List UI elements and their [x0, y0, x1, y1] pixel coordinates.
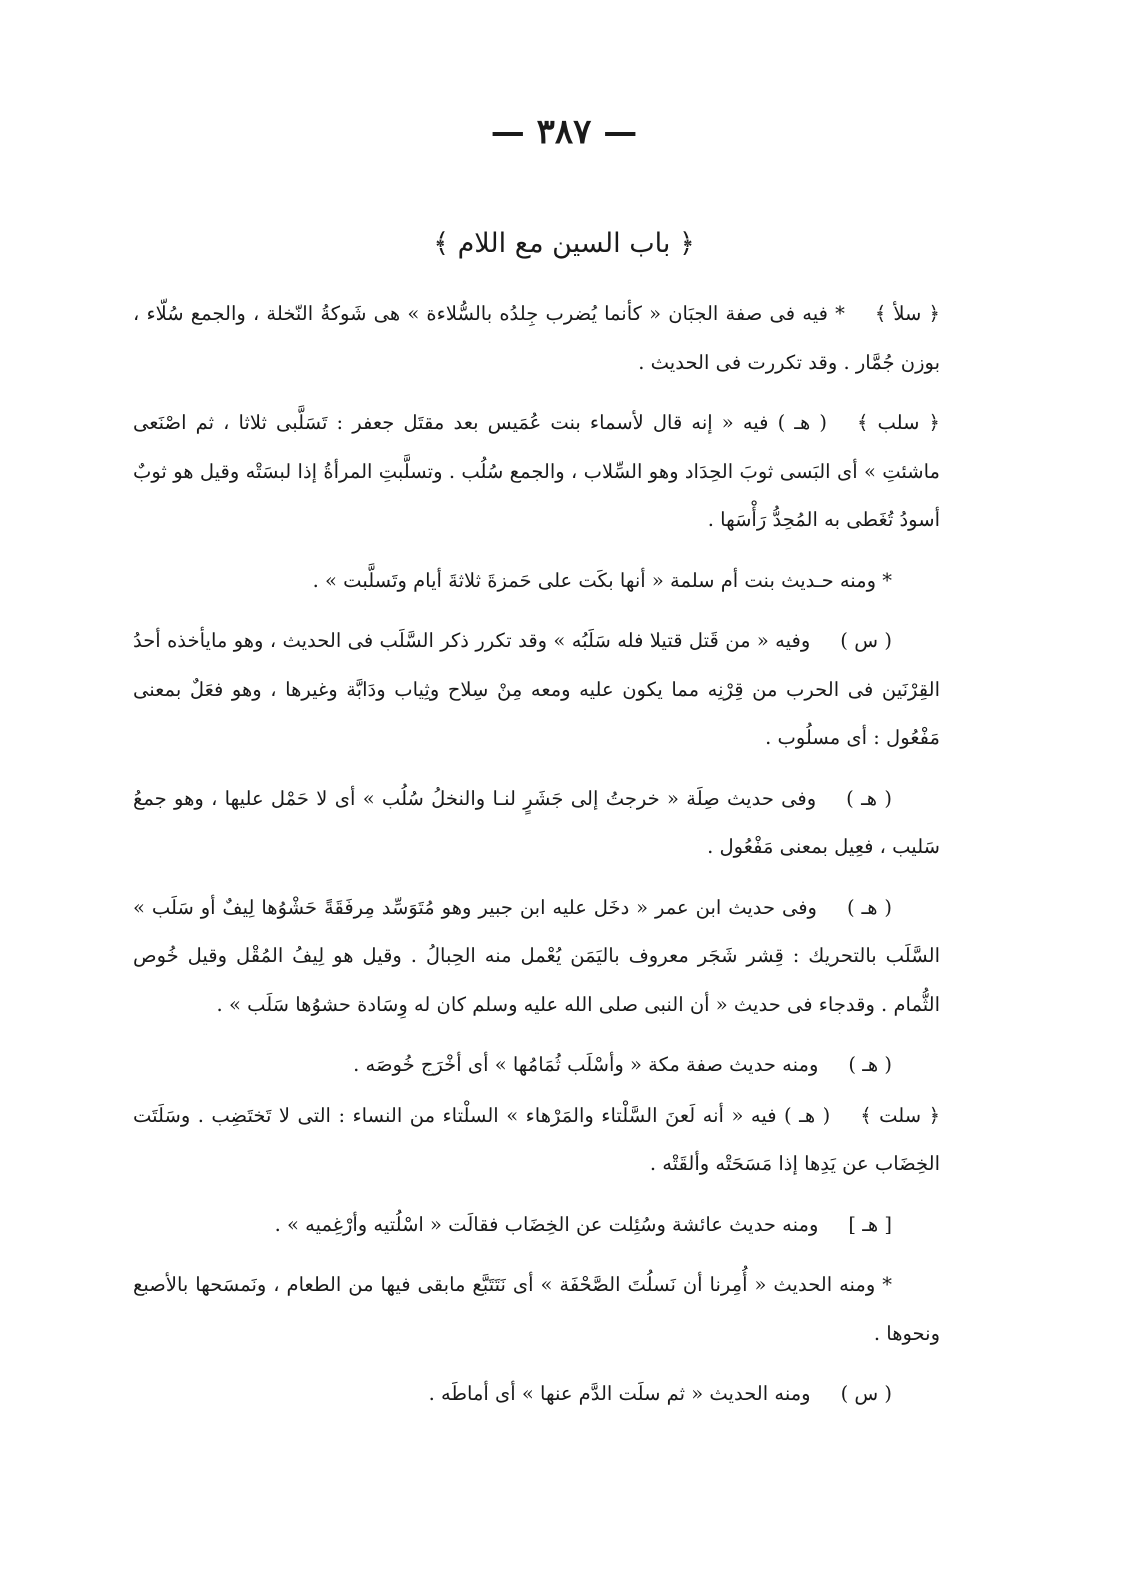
hadith-paragraph — [133, 775, 940, 872]
source-marker: ( س ) — [840, 1382, 892, 1405]
source-marker: ( هـ ) — [846, 786, 892, 810]
paragraph-text: ومنه حديث صفة مكة « وأسْلَب ثُمَامُها » أى أخْرَج خُوصَه . — [353, 1053, 819, 1076]
hadith-paragraph — [133, 1261, 940, 1358]
source-marker: ( هـ ) — [777, 411, 827, 434]
source-marker: [ هـ ] — [848, 1212, 892, 1236]
source-marker: ( هـ ) — [846, 895, 892, 919]
entry-heading: ﴿ سلأ ﴾ — [874, 302, 940, 325]
hadith-paragraph — [133, 1041, 940, 1090]
hadith-paragraph — [133, 557, 940, 606]
paragraph-text: * ومنه حـديث بنت أم سلمة « أنها بكَت على حَمزةَ ثلاثةَ أيام وتَسلَّبت » . — [312, 568, 892, 592]
paragraph-text: ومنه الحديث « ثم سلَت الدَّم عنها » أى أماطَه . — [428, 1382, 811, 1405]
source-marker: ( هـ ) — [784, 1103, 831, 1127]
entry-salat — [133, 1092, 940, 1189]
entry-heading: ﴿ سلت ﴾ — [860, 1103, 941, 1127]
paragraph-text: * ومنه الحديث « أُمِرنا أن نَسلُتَ الصَّحْفَة » أى نَتَتَبَّع مابقى فيها من الطعام ، ونَمسَحها بالأصبع ونحوها . — [133, 1273, 940, 1345]
paragraph-text: وفى حديث ابن عمر « دخَل عليه ابن جبير وهو مُتَوَسِّد مِرفَقَةً حَشْوُها لِيفٌ أو سَلَب » السَّلَب بالتحريك : قِشر شَجَر معروف باليَمَن يُعْمل منه الحِبالُ . وقيل هو لِيفُ المُقْل وقيل خُوص الثُّمام . وقدجاء فى حديث « أن النبى صلى الله عليه وسلم كان له وِسَادة حشوُها سَلَب » . — [133, 895, 940, 1016]
hadith-paragraph — [133, 1201, 940, 1250]
paragraph-text: فيه « أنه لَعنَ السَّلْتاء والمَرْهاء » السلْتاء من النساء : التى لا تَختَضِب . وسَلَتَت الخِضَاب عن يَدِها إذا مَسَحَتْه وألقَتْه . — [133, 1103, 940, 1175]
paragraph-text: ومنه حديث عائشة وسُئِلت عن الخِضَاب فقالَت « اسْلُتيه وأرْغِميه » . — [274, 1212, 819, 1236]
paragraph-text: وفى حديث صِلَة « خرجتُ إلى جَشَرٍ لنـا والنخلُ سُلُب » أى لا حَمْل عليها ، وهو جمعُ سَليب ، فعِيل بمعنى مَفْعُول . — [133, 786, 940, 858]
paragraph-text: فيه « إنه قال لأسماء بنت عُمَيس بعد مقتَل جعفر : تَسَلَّبى ثلاثا ، ثم اصْنَعى ماشئتِ » أى البَسى ثوبَ الحِدَاد وهو السِّلاب ، والجمع سُلُب . وتسلَّبتِ المرأةُ إذا لبسَتْه وقيل هو ثوبٌ أسودُ تُغَطى به المُحِدُّ رَأْسَها . — [133, 411, 940, 531]
entry-heading: ﴿ سلب ﴾ — [857, 411, 940, 434]
hadith-paragraph — [133, 884, 940, 1030]
hadith-paragraph — [133, 1370, 940, 1419]
paragraph-text: وفيه « من قَتل قتيلا فله سَلَبُه » وقد تكرر ذكر السَّلَب فى الحديث ، وهو مايأخذه أحدُ القِرْنَين فى الحرب من قِرْنِه مما يكون عليه ومعه مِنْ سِلاح وثِياب ودَابَّة وغيرها ، وهو فعَلٌ بمعنى مَفْعُول : أى مسلُوب . — [133, 629, 940, 749]
paragraph-text: * فيه فى صفة الجبَان « كأنما يُضرب جِلدُه بالسُّلاءة » هى شَوكةُ النّخلة ، والجمع سُلّاء ، بوزن جُمَّار . وقد تكررت فى الحديث . — [133, 302, 940, 374]
body-text — [133, 290, 940, 1431]
page-number: — ٣٨٧ — — [490, 112, 638, 152]
source-marker: ( س ) — [840, 629, 892, 652]
entry-sala — [133, 290, 940, 387]
source-marker: ( هـ ) — [848, 1053, 892, 1076]
entry-salab — [133, 399, 940, 545]
hadith-paragraph — [133, 617, 940, 763]
chapter-title: ﴿ باب السين مع اللام ﴾ — [433, 228, 695, 259]
